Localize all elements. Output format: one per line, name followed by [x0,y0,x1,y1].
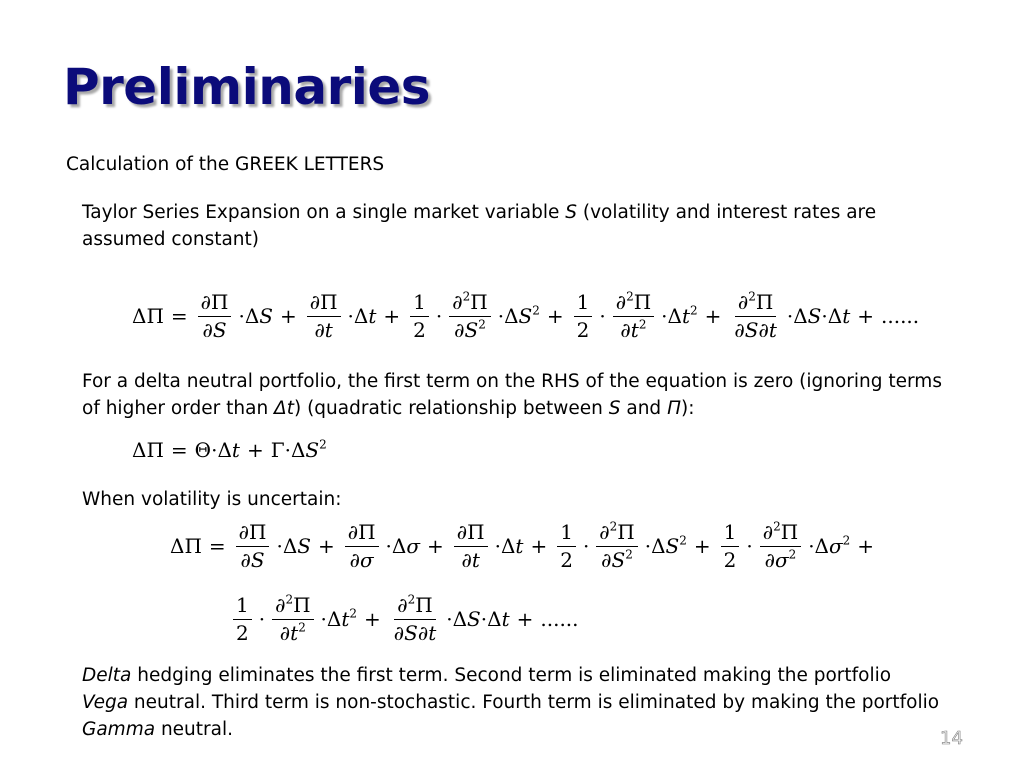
fraction: $\frac{\partial\Pi}{\partial S}$ [198,290,232,343]
taylor-series-paragraph [82,199,942,253]
eq-operator: = [170,304,188,328]
fraction: $\frac{\partial^2\Pi}{\partial S\partial t}$ [734,289,777,342]
text-run: ): [680,398,695,419]
italic-gamma-word: Gamma [82,719,156,740]
italic-delta-word: Delta [82,665,132,686]
eq-term: ·ΔS·Δt [786,304,851,328]
eq-term: ·ΔS [276,534,311,558]
eq-operator: + [317,534,335,558]
text-run: and [620,398,668,419]
fraction: $\frac{1}{2}$ [557,520,576,573]
fraction: $\frac{\partial^2\Pi}{\partial S^2}$ [449,290,490,343]
eq-term: $\cdot\Delta S^2$ [497,303,540,328]
eq-operator: + [279,304,297,328]
fraction: $\frac{\partial^2\Pi}{\partial\sigma^2}$ [760,520,801,573]
eq-term: ΔΠ [132,304,164,328]
italic-vega-word: Vega [82,692,129,713]
eq-term: ΔΠ [132,438,164,462]
fraction: $\frac{\partial^2\Pi}{\partial t^2}$ [613,290,654,343]
eq-term: ·ΔS·Δt [446,607,510,631]
eq-term: Θ·Δt [194,438,240,462]
slide-title: Preliminaries [63,58,431,116]
text-run: hedging eliminates the first term. Second term is eliminated making the portfolio [131,665,892,686]
eq-operator: + [427,534,444,558]
fraction: $\frac{1}{2}$ [410,290,429,343]
eq-term: · [746,534,753,558]
eq-term: ·Δσ [385,534,421,558]
italic-delta-t: Δt [274,398,294,419]
eq-term: ·Δt [494,534,524,558]
eq-operator: + [857,534,875,558]
delta-neutral-paragraph [82,368,942,422]
eq-operator: + [246,438,264,462]
uncertain-volatility-equation-line1 [168,516,879,576]
eq-term: $\cdot\Delta t^2$ [320,606,358,631]
fraction: $\frac{\partial\Pi}{\partial t}$ [454,520,488,573]
eq-ellipsis: ...... [540,607,579,631]
eq-term: · [599,304,606,328]
eq-operator: + [364,607,381,631]
eq-operator: + [693,534,711,558]
text-run: (volatility and interest rates are assumed constant) [82,202,877,250]
hedging-summary-paragraph [82,662,942,743]
eq-operator: + [383,304,401,328]
eq-term: $\cdot\Delta\sigma^2$ [808,533,851,558]
delta-neutral-equation [130,435,329,465]
eq-term: · [582,534,590,558]
uncertain-volatility-equation-line2 [228,589,581,649]
text-run: neutral. [155,719,233,740]
eq-term: $\Gamma\cdot\Delta S^2$ [270,437,327,462]
fraction: $\frac{\partial^2\Pi}{\partial S^2}$ [596,520,637,573]
fraction: $\frac{\partial\Pi}{\partial\sigma}$ [345,520,379,573]
uncertain-volatility-label: When volatility is uncertain: [82,489,342,510]
fraction: $\frac{\partial^2\Pi}{\partial t^2}$ [272,593,313,646]
italic-pi: Π [667,398,681,419]
fraction: $\frac{1}{2}$ [721,520,740,573]
eq-ellipsis: ...... [881,304,920,328]
eq-term: · [435,304,443,328]
eq-operator: = [208,534,226,558]
text-run: neutral. Third term is non-stochastic. Fourth term is eliminated by making the portfolio [128,692,940,713]
eq-term: $\cdot\Delta S^2$ [644,533,687,558]
eq-term: ·Δt [347,304,377,328]
text-run: Taylor Series Expansion on a single market variable [82,202,566,223]
italic-variable-s: S [565,202,577,223]
fraction: $\frac{1}{2}$ [574,290,593,343]
fraction: $\frac{\partial\Pi}{\partial t}$ [307,290,341,343]
eq-operator: + [530,534,548,558]
fraction: $\frac{\partial\Pi}{\partial S}$ [236,520,270,573]
eq-term: ·ΔS [238,304,273,328]
fraction: $\frac{\partial^2\Pi}{\partial S\partial t}$ [393,592,437,645]
page-number: 14 [940,728,963,749]
eq-term: $\cdot\Delta t^2$ [661,303,698,328]
eq-term: · [258,607,266,631]
slide-subtitle: Calculation of the GREEK LETTERS [66,154,385,175]
fraction: $\frac{1}{2}$ [233,593,252,646]
taylor-expansion-equation [130,286,921,346]
eq-operator: = [170,438,188,462]
eq-operator: + [516,607,534,631]
italic-variable-s: S [608,398,621,419]
text-run: For a delta neutral portfolio, the first term on the RHS of the equation is zero (ignoring terms of higher order than [82,371,942,419]
text-run: ) (quadratic relationship between [293,398,609,419]
eq-operator: + [704,304,722,328]
eq-operator: + [546,304,564,328]
eq-term: ΔΠ [170,534,202,558]
eq-operator: + [857,304,874,328]
